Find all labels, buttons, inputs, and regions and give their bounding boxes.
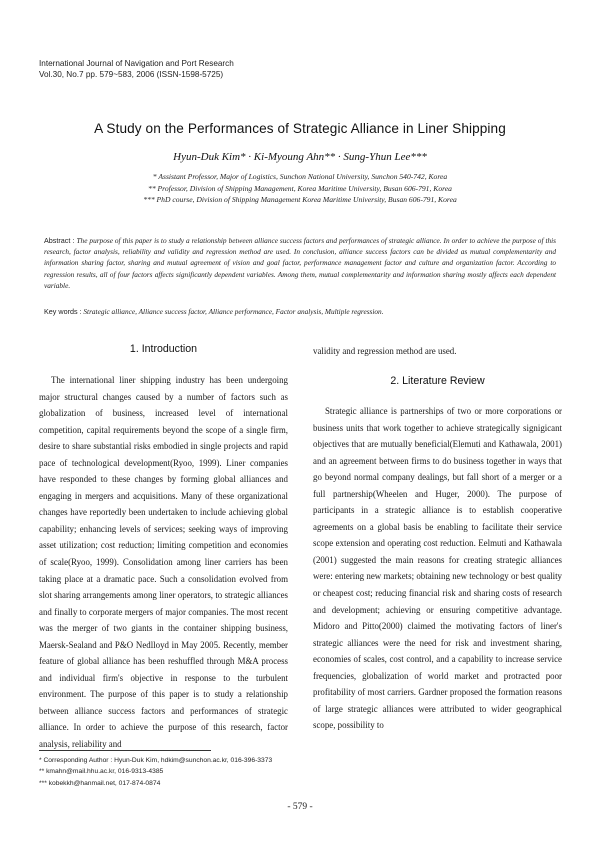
author-list: Hyun-Duk Kim* · Ki-Myoung Ahn** · Sung-Yhun Lee*** [173, 151, 427, 163]
footnote-2: ** kmahn@mail.hhu.ac.kr, 016-9313-4385 [39, 768, 164, 776]
right-column-top [313, 343, 562, 360]
journal-header [39, 59, 234, 80]
keywords-label: Key words : [44, 307, 82, 316]
right-column [313, 403, 562, 734]
section-heading-literature-review: 2. Literature Review [390, 375, 485, 387]
journal-name: International Journal of Navigation and Port Research [39, 59, 234, 68]
footnote-3: *** kobekkh@hanmail.net, 017-874-0874 [39, 779, 161, 787]
keywords [44, 306, 556, 317]
journal-volume: Vol.30, No.7 pp. 579~583, 2006 (ISSN-1598-5725) [39, 69, 224, 79]
introduction-continuation: validity and regression method are used. [313, 346, 457, 356]
abstract [44, 235, 556, 291]
affiliation-2: ** Professor, Division of Shipping Management, Korea Maritime University, Busan 606-791, Korea [148, 183, 452, 193]
paper-title: A Study on the Performances of Strategic Alliance in Liner Shipping [94, 121, 506, 136]
footnote-corresponding-author: * Corresponding Author : Hyun-Duk Kim, hdkim@sunchon.ac.kr, 016-396-3373 [39, 757, 273, 764]
affiliation-1: * Assistant Professor, Major of Logistics, Sunchon National University, Sunchon 540-742, Korea [152, 172, 448, 181]
affiliation-3: *** PhD course, Division of Shipping Management Korea Maritime University, Busan 606-791, Korea [143, 195, 457, 204]
footnotes [39, 755, 272, 789]
page-number: - 579 - [287, 802, 313, 812]
introduction-paragraph: The international liner shipping industry has been undergoing major structural changes caused by a number of factors such as globalization of business, increased level of international competition, capital requirements beyond the scope of a single firm, desire to share substantial risks embodied in single projects and rapid pace of technological development(Ryoo, 1999). Liner companies have responded to these changes by forming global alliances and engaging in mergers and acquisitions. Many of these organizational changes have reportedly been undertaken to include achieving global capability; enhancing levels of services; seeking ways of improving asset utilization; cost reduction; limiting competition and economies of scale(Ryoo, 1999). Consolidation among liner carriers has been taking place at a dramatic pace. Such a consolidation evolved from slot sharing arrangements among liner operators, to strategic alliances and finally to corporate mergers of major companies. The most recent was the merger of two giants in the container shipping business, Maersk-Sealand and P&O Nedlloyd in May 2005. Recently, member feature of global alliance has been reshuffled through M&A process and individual firm's objective in response to the turbulent environment. The purpose of this paper is to study a relationship between alliance success factors and performances of strategic alliance. In order to achieve the purpose of this research, factor analysis, reliability and [39, 375, 288, 750]
affiliations [60, 171, 540, 206]
abstract-label: Abstract : [44, 236, 75, 245]
left-column [39, 372, 288, 753]
abstract-text: The purpose of this paper is to study a relationship between alliance success factors and performances of strategic alliance. In order to achieve the purpose of this research, factor analysis, reliability and validity and regression method are used. In conclusion, alliance success factors can be divided as mutual complementarity and information sharing factor, sharing and mutual agreement of vision and goal factor, performance management factor and culture and organization factor. According to regression results, all of four factors affects significantly dependent variables. Among them, mutual complementarity and information sharing mostly affects each dependent variable. [44, 236, 556, 290]
footnote-divider [39, 750, 211, 751]
keywords-text: Strategic alliance, Alliance success factor, Alliance performance, Factor analysis, Multiple regression. [83, 307, 384, 316]
section-heading-introduction: 1. Introduction [129, 343, 198, 355]
literature-review-paragraph: Strategic alliance is partnerships of two or more corporations or business units that work together to achieve strategically signigicant objectives that are mutually beneficial(Elemuti and Kathawala, 2001) and an agreement between firms to do business together in ways that go beyond normal company dealings, but fall short of a merger or a full partnership(Wheelen and Huger, 2000). The purpose of participants in a strategic alliance is to establish cooperative agreements on a global basis be enabling to facilitate their service scope extension and operating cost reduction. Eelmuti and Kathawala (2001) suggested the main reasons for creating strategic alliances were: entering new markets; obtaining new technology or best quality or cheapest cost; reducing financial risk and sharing costs of research and development; achieving or ensuring competitive advantage. Midoro and Pitto(2000) claimed the motivating factors of liner's strategic alliances were the need for risk and investment sharing, economies of scales, cost control, and a capability to increase service frequencies, globalization of world market and protracted poor profitability of most carriers. Gardner proposed the formation reasons of large strategic alliances were attributed to wider geographical scope, possibility to [313, 406, 562, 731]
